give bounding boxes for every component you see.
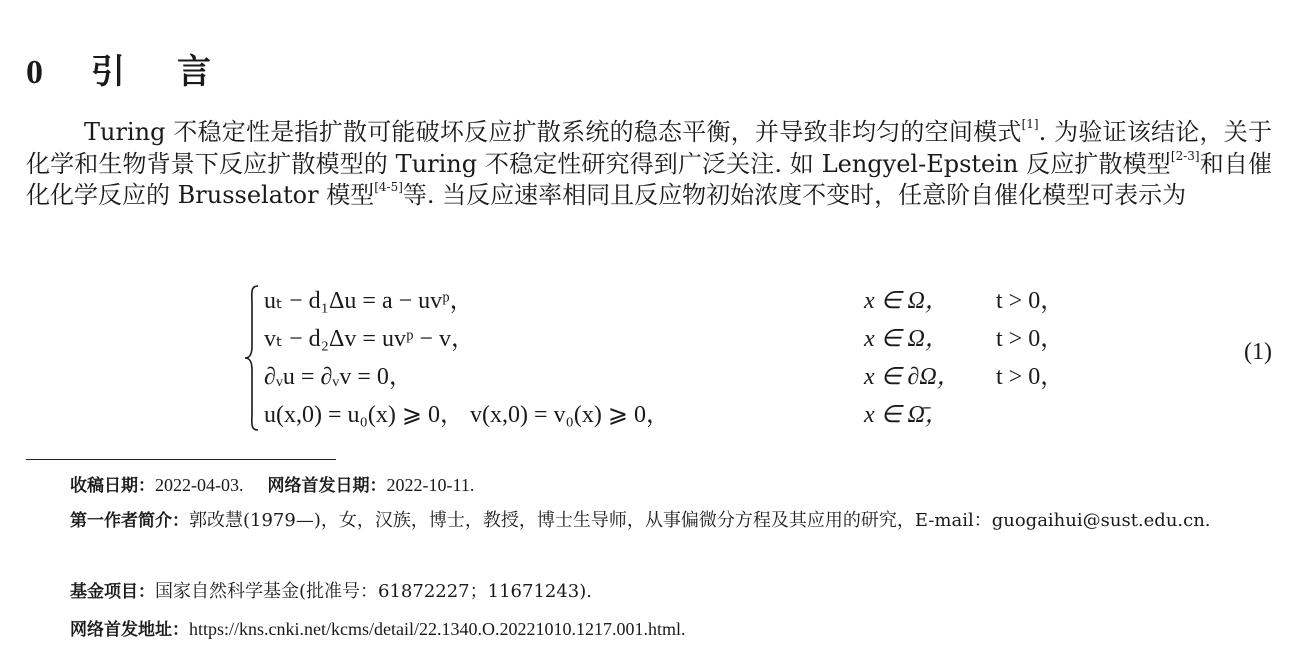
equation-expr: u(x,0) = u₀(x) ⩾ 0， v(x,0) = v₀(x) ⩾ 0， (264, 402, 670, 428)
citation-1[interactable]: [1] (1021, 117, 1039, 131)
equation-expr: vₜ − d₂Δv = uvᵖ − v， (264, 326, 475, 352)
equation-condition: t > 0， (996, 326, 1065, 352)
equation-number: (1) (1244, 339, 1272, 365)
online-date-label: 网络首发日期： (267, 476, 387, 496)
equation-system (242, 282, 1272, 434)
online-url-link[interactable]: https://kns.cnki.net/kcms/detail/22.1340.O.20221010.1217.001.html. (189, 619, 686, 639)
footnote-dates (26, 470, 1272, 501)
equation-domain: x ∈ Ω， (864, 326, 949, 352)
footnote-url (26, 614, 1272, 645)
equation-expr: ∂ᵥu = ∂ᵥv = 0， (264, 364, 413, 390)
fund-label: 基金项目： (70, 582, 155, 602)
online-date-value: 2022-10-11. (386, 475, 475, 495)
author-bio-value: 郭改慧(1979—)，女，汉族，博士，教授，博士生导师，从事偏微分方程及其应用的研究，E-mail：guogaihui@sust.edu.cn. (189, 510, 1211, 531)
equation-condition: t > 0， (996, 364, 1065, 390)
online-url-label: 网络首发地址： (70, 620, 189, 640)
received-date-label: 收稿日期： (70, 476, 155, 496)
section-number: 0 (26, 54, 43, 91)
equation-domain: x ∈ ∂Ω， (864, 364, 961, 390)
intro-text-4: 等. 当反应速率相同且反应物初始浓度不变时，任意阶自催化模型可表示为 (402, 181, 1187, 209)
section-title-char-1: 引 (91, 52, 125, 92)
citation-4-5[interactable]: [4-5] (374, 180, 403, 194)
section-heading (26, 44, 211, 93)
equation-domain: x ∈ Ω， (864, 288, 949, 314)
equation-condition: t > 0， (996, 288, 1065, 314)
footnote-author (26, 506, 1272, 536)
footnote-fund (26, 577, 1272, 607)
left-brace-icon (242, 284, 262, 432)
received-date-value: 2022-04-03. (155, 475, 244, 495)
fund-value: 国家自然科学基金(批准号：61872227；11671243). (155, 581, 592, 602)
section-title-char-2: 言 (177, 52, 211, 92)
equation-expr: uₜ − d₁Δu = a − uvᵖ， (264, 288, 474, 314)
intro-text-2: . 为验证该结论，关于化学和生物背景下反应扩散模型的 Turing 不稳定性研究得到广泛关注. 如 Lengyel-Epstein 反应扩散模型 (26, 118, 1273, 178)
intro-text-3: 和自催化化学反应的 Brusselator 模型 (26, 149, 1272, 209)
footnote-divider (26, 459, 336, 460)
intro-text-1: Turing 不稳定性是指扩散可能破坏反应扩散系统的稳态平衡，并导致非均匀的空间模式 (84, 118, 1022, 146)
intro-paragraph (26, 117, 1272, 212)
equation-domain: x ∈ Ω̄， (864, 402, 949, 428)
citation-2-3[interactable]: [2-3] (1170, 148, 1200, 163)
author-bio-label: 第一作者简介： (70, 511, 189, 531)
